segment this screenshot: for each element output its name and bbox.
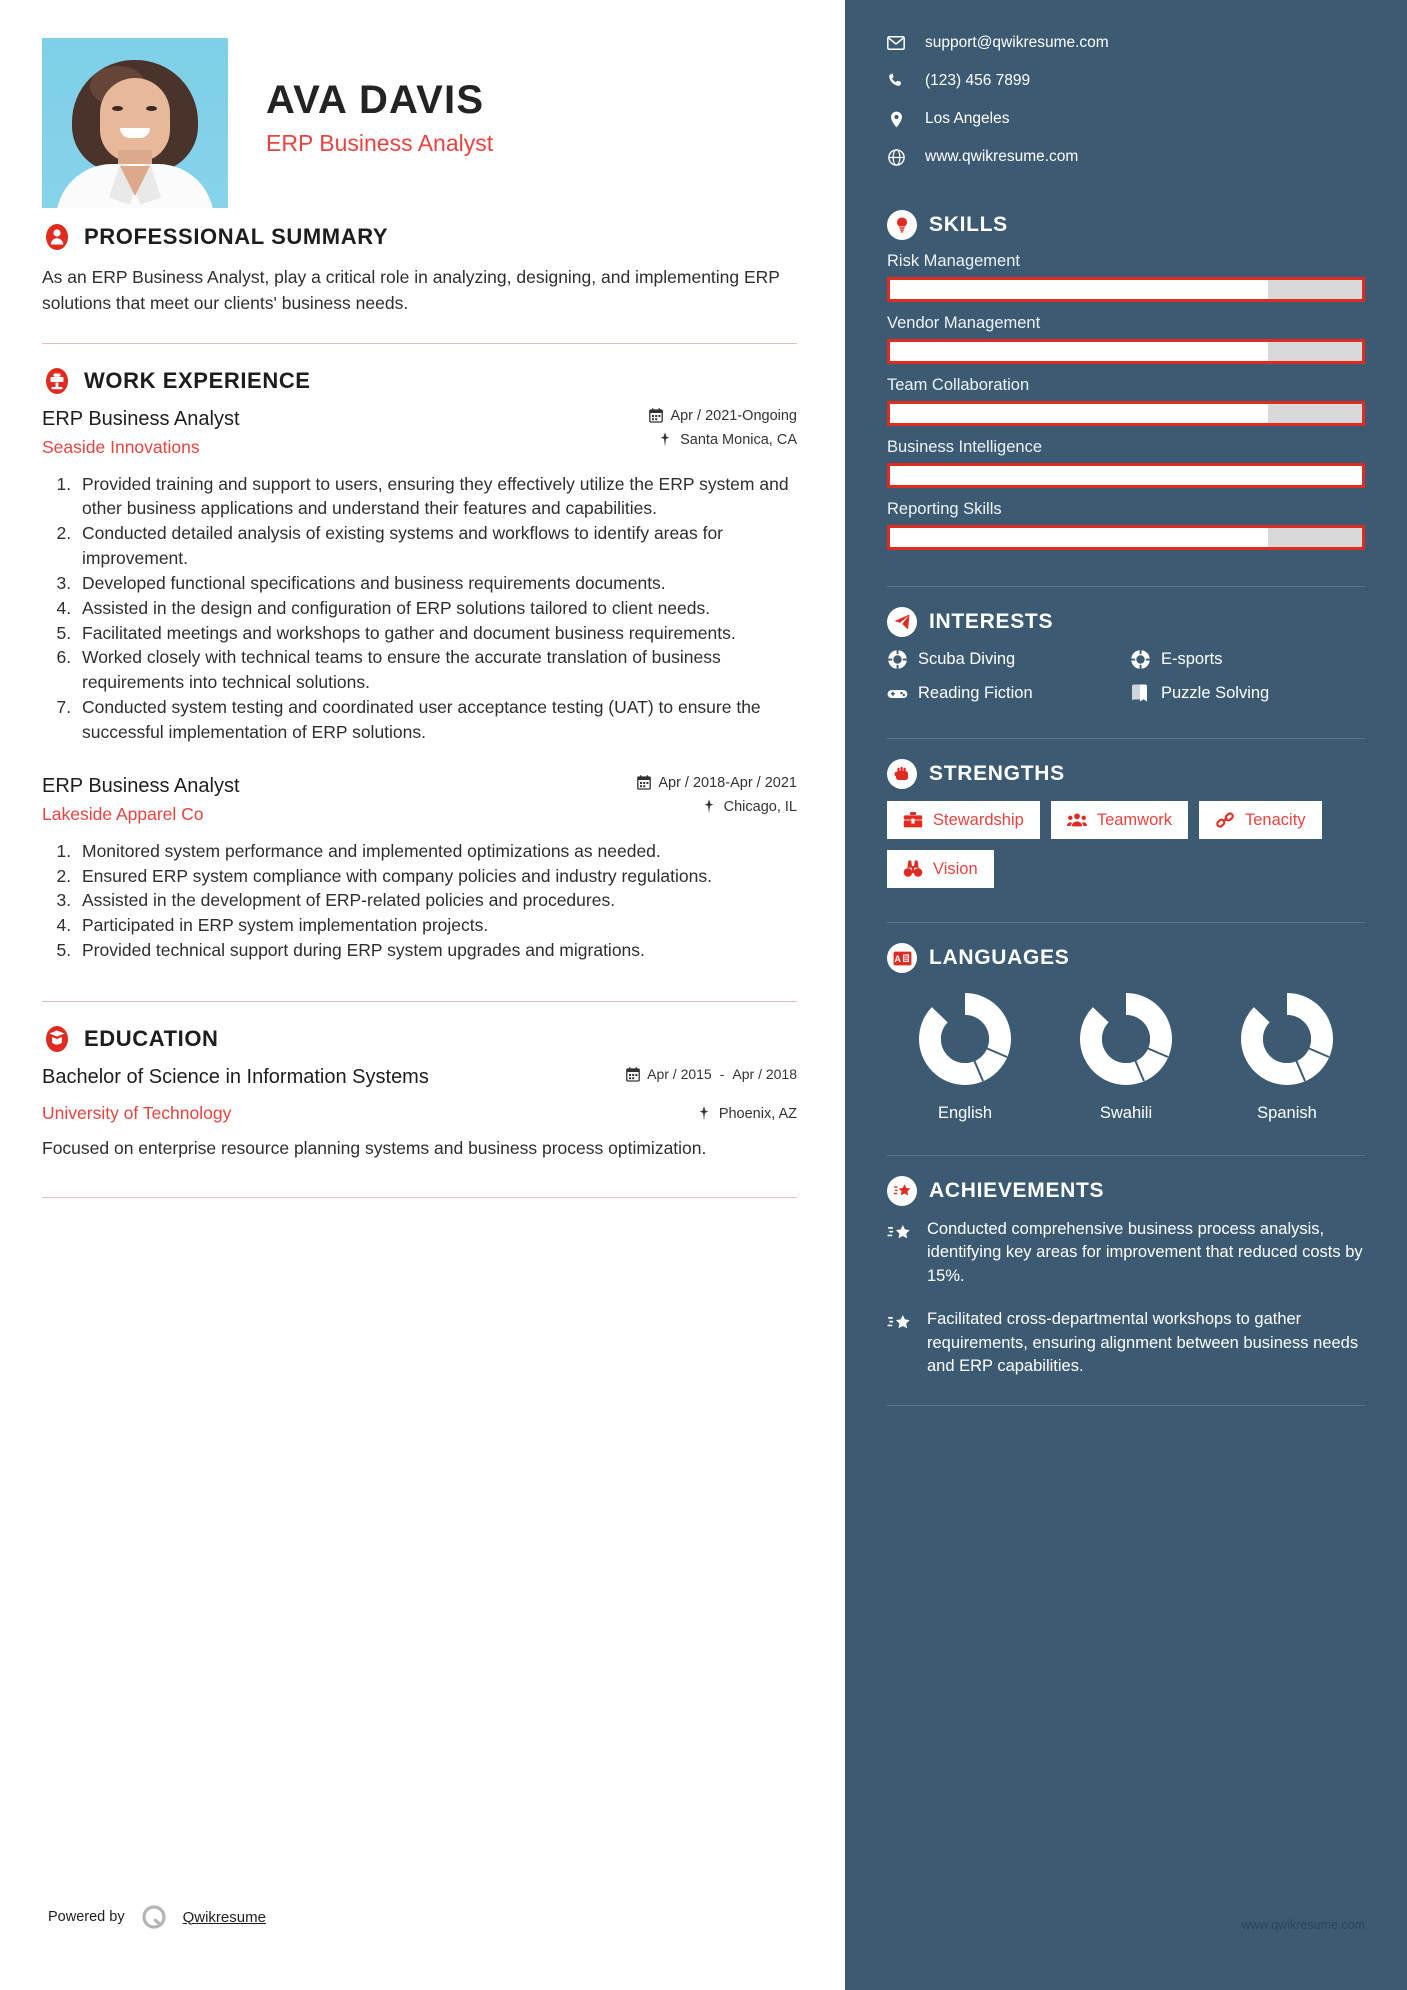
divider [42, 343, 797, 344]
job-organization: Lakeside Apparel Co [42, 803, 204, 824]
binoculars-icon [903, 859, 923, 879]
briefcase-circle-icon [42, 366, 72, 396]
interests-title: INTERESTS [929, 610, 1054, 633]
skill-bar [887, 525, 1365, 550]
contact-block [887, 34, 1365, 166]
education-location: Phoenix, AZ [718, 1105, 797, 1122]
strength-chip [887, 801, 1040, 839]
divider [42, 1197, 797, 1198]
divider [42, 1001, 797, 1002]
calendar-icon [637, 775, 651, 790]
sidebar-footer-url: www.qwikresume.com [1241, 1918, 1365, 1932]
job-bullets [76, 839, 797, 963]
language-label: Spanish [1257, 1104, 1317, 1122]
bullet-item: 6. Worked closely with technical teams to ensure the accurate translation of business requirements into technical solutions. [76, 645, 797, 695]
lifebuoy-icon [887, 649, 908, 670]
interest-label: Reading Fiction [918, 684, 1033, 702]
skill-item [887, 438, 1365, 488]
sidebar-divider [887, 922, 1365, 923]
interests-section [887, 607, 1365, 704]
shooting-star-icon [887, 1311, 913, 1337]
language-item [895, 989, 1035, 1123]
map-pin-icon [698, 1106, 712, 1121]
language-donut-chart [1237, 989, 1337, 1089]
interest-label: E-sports [1161, 650, 1223, 668]
bullet-item: 5. Facilitated meetings and workshops to gather and document business requirements. [76, 621, 797, 646]
fist-icon [887, 759, 917, 789]
book-icon [1130, 683, 1151, 704]
job-title: ERP Business Analyst [42, 774, 240, 797]
svg-text:A: A [893, 953, 901, 964]
lightbulb-icon [887, 210, 917, 240]
contact-phone-text: (123) 456 7899 [925, 72, 1031, 89]
contact-email-text: support@qwikresume.com [925, 34, 1109, 51]
strengths-heading [887, 759, 1365, 789]
skill-item [887, 500, 1365, 550]
lifebuoy-icon [1130, 649, 1151, 670]
language-donut-chart [1076, 989, 1176, 1089]
bullet-item: 4. Participated in ERP system implementation projects. [76, 913, 797, 938]
achievement-item [887, 1218, 1365, 1288]
skills-title: SKILLS [929, 213, 1008, 236]
summary-text: As an ERP Business Analyst, play a critical role in analyzing, designing, and implementing ERP solutions that meet our clients' business needs. [42, 267, 780, 314]
language-item [1217, 989, 1357, 1123]
interest-item [887, 649, 1122, 670]
toolbox-icon [903, 810, 923, 830]
skill-bar [887, 277, 1365, 302]
job-entry [42, 775, 797, 963]
skill-bar [887, 401, 1365, 426]
work-heading [42, 366, 797, 396]
language-label: Swahili [1099, 1104, 1153, 1122]
sidebar [845, 0, 1407, 1990]
profile-photo [42, 38, 228, 208]
job-location: Chicago, IL [723, 798, 797, 815]
job-organization: Seaside Innovations [42, 436, 200, 457]
globe-icon [887, 148, 905, 166]
strength-chip [1199, 801, 1322, 839]
sidebar-divider [887, 1405, 1365, 1406]
graduation-circle-icon [42, 1024, 72, 1054]
education-title: EDUCATION [84, 1026, 219, 1051]
bullet-item: 2. Conducted detailed analysis of existing systems and workflows to identify areas for improvement. [76, 521, 797, 571]
skill-bar [887, 339, 1365, 364]
chain-link-icon [1215, 810, 1235, 830]
map-pin-icon [659, 432, 673, 447]
job-meta [637, 775, 797, 815]
skill-label: Risk Management [887, 252, 1020, 270]
languages-title: LANGUAGES [929, 946, 1070, 969]
candidate-name: AVA DAVIS [266, 78, 485, 122]
skill-label: Team Collaboration [887, 376, 1030, 394]
star-circle-icon [887, 1176, 917, 1206]
education-date-start: Apr / 2015 [647, 1066, 712, 1082]
envelope-icon [887, 34, 905, 52]
sidebar-divider [887, 738, 1365, 739]
gamepad-icon [887, 683, 908, 704]
education-section [42, 1024, 797, 1161]
user-circle-icon [42, 222, 72, 252]
skill-item [887, 252, 1365, 302]
summary-title: PROFESSIONAL SUMMARY [84, 224, 389, 249]
summary-heading [42, 222, 797, 252]
contact-website-text: www.qwikresume.com [925, 148, 1079, 165]
skills-heading [887, 210, 1365, 240]
shooting-star-icon [887, 1221, 913, 1247]
work-experience-section [42, 366, 797, 964]
powered-by-label: Powered by [48, 1909, 125, 1925]
education-date-end: Apr / 2018 [732, 1066, 797, 1082]
education-entry [42, 1066, 797, 1161]
strengths-title: STRENGTHS [929, 762, 1065, 785]
people-group-icon [1067, 810, 1087, 830]
sidebar-divider [887, 586, 1365, 587]
skill-label: Business Intelligence [887, 438, 1043, 456]
contact-website[interactable] [887, 148, 1365, 166]
achievement-text: Conducted comprehensive business process analysis, identifying key areas for improvement that reduced costs by 15%. [927, 1220, 1363, 1285]
skill-fill [890, 342, 1268, 361]
candidate-role: ERP Business Analyst [266, 130, 494, 156]
interest-item [1130, 649, 1365, 670]
job-bullets [76, 472, 797, 745]
strengths-section [887, 759, 1365, 888]
strength-chip [1051, 801, 1188, 839]
language-item [1056, 989, 1196, 1123]
bullet-item: 4. Assisted in the design and configuration of ERP solutions tailored to client needs. [76, 596, 797, 621]
contact-location-text: Los Angeles [925, 110, 1010, 127]
achievement-item [887, 1308, 1365, 1378]
job-title: ERP Business Analyst [42, 407, 240, 430]
job-meta [649, 408, 797, 448]
language-label: English [937, 1104, 993, 1122]
skills-section [887, 210, 1365, 550]
school-name: University of Technology [42, 1103, 232, 1123]
achievement-text: Facilitated cross-departmental workshops to gather requirements, ensuring alignment between business needs and ERP capabilities. [927, 1310, 1359, 1376]
bullet-item: 5. Provided technical support during ERP system upgrades and migrations. [76, 938, 797, 963]
skill-fill [890, 280, 1268, 299]
skill-item [887, 376, 1365, 426]
interest-item [887, 683, 1122, 704]
job-dates: Apr / 2021-Ongoing [670, 407, 797, 424]
skill-label: Reporting Skills [887, 500, 1002, 518]
education-date-separator: - [719, 1066, 725, 1082]
phone-icon [887, 72, 905, 90]
bullet-item: 1. Monitored system performance and implemented optimizations as needed. [76, 839, 797, 864]
interests-heading [887, 607, 1365, 637]
strength-label: Vision [933, 859, 978, 878]
achievements-section [887, 1176, 1365, 1379]
bullet-item: 3. Assisted in the development of ERP-related policies and procedures. [76, 888, 797, 913]
job-entry [42, 408, 797, 745]
name-block [266, 38, 493, 157]
language-donut-chart [915, 989, 1015, 1089]
skill-fill [890, 466, 1362, 485]
strength-label: Stewardship [933, 810, 1024, 829]
skill-label: Vendor Management [887, 314, 1041, 332]
contact-phone[interactable] [887, 72, 1365, 90]
skill-item [887, 314, 1365, 364]
interest-label: Scuba Diving [918, 650, 1016, 668]
achievements-heading [887, 1176, 1365, 1206]
location-pin-icon [887, 110, 905, 128]
work-title: WORK EXPERIENCE [84, 367, 311, 393]
footer-branding [48, 1902, 266, 1932]
bullet-item: 2. Ensured ERP system compliance with company policies and industry regulations. [76, 864, 797, 889]
strength-label: Tenacity [1245, 810, 1306, 829]
professional-summary-section [42, 222, 797, 317]
education-heading [42, 1024, 797, 1054]
translate-icon [887, 943, 917, 973]
strength-label: Teamwork [1096, 810, 1172, 829]
skill-fill [890, 528, 1268, 547]
paper-plane-icon [887, 607, 917, 637]
qwikresume-logo-icon [139, 1902, 169, 1932]
calendar-icon [626, 1067, 640, 1082]
job-dates: Apr / 2018-Apr / 2021 [658, 774, 797, 791]
resume-header [42, 38, 797, 216]
calendar-icon [649, 408, 663, 423]
bullet-item: 3. Developed functional specifications and business requirements documents. [76, 571, 797, 596]
map-pin-icon [703, 799, 717, 814]
contact-location [887, 110, 1365, 128]
contact-email[interactable] [887, 34, 1365, 52]
interest-item [1130, 683, 1365, 704]
languages-heading [887, 943, 1365, 973]
education-description: Focused on enterprise resource planning systems and business process optimization. [42, 1138, 707, 1158]
bullet-item: 1. Provided training and support to users, ensuring they effectively utilize the ERP system and other business applications and understand their features and capabilities. [76, 472, 797, 522]
skill-bar [887, 463, 1365, 488]
education-meta [626, 1066, 797, 1122]
interest-label: Puzzle Solving [1161, 684, 1270, 702]
achievements-title: ACHIEVEMENTS [929, 1179, 1105, 1202]
languages-section [887, 943, 1365, 1123]
sidebar-divider [887, 1155, 1365, 1156]
qwikresume-link[interactable]: Qwikresume [182, 1908, 266, 1926]
strength-chip [887, 850, 994, 888]
degree-title: Bachelor of Science in Information Systems [42, 1066, 429, 1088]
job-location: Santa Monica, CA [680, 431, 797, 448]
bullet-item: 7. Conducted system testing and coordinated user acceptance testing (UAT) to ensure the successful implementation of ERP solutions. [76, 695, 797, 745]
skill-fill [890, 404, 1268, 423]
